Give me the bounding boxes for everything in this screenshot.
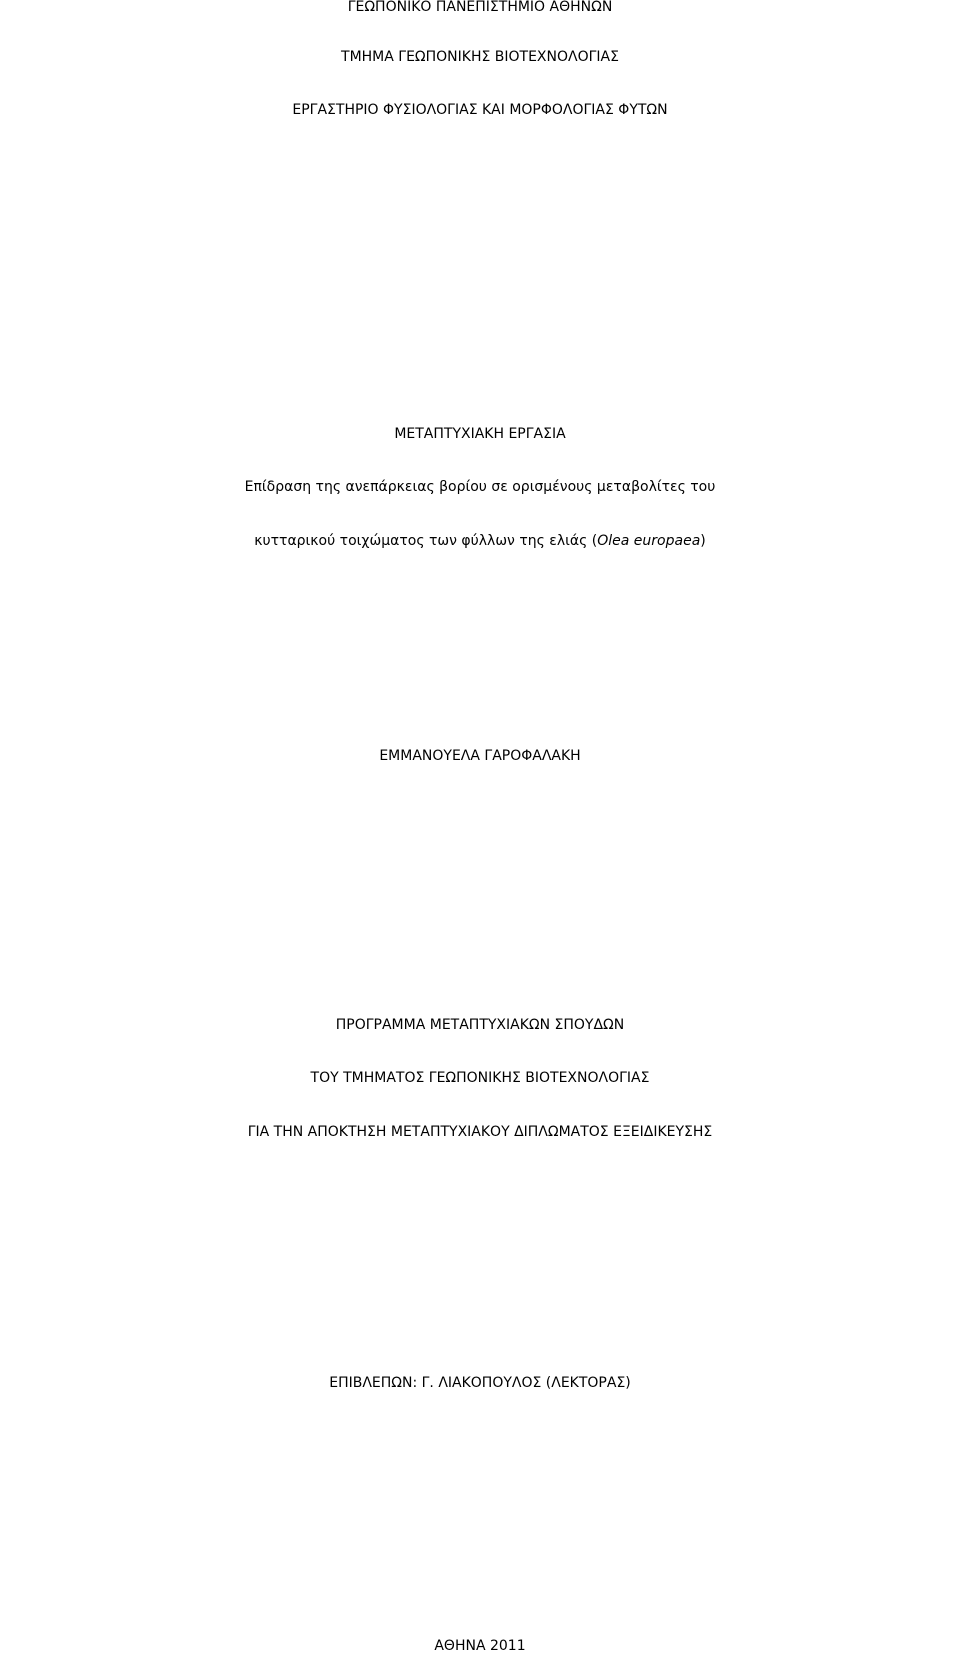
program-line-1: ΠΡΟΓΡΑΜΜΑ ΜΕΤΑΠΤΥΧΙΑΚΩΝ ΣΠΟΥΔΩΝ bbox=[335, 1017, 625, 1033]
author-name: ΕΜΜΑΝΟΥΕΛΑ ΓΑΡΟΦΑΛΑΚΗ bbox=[379, 748, 581, 764]
thesis-type: ΜΕΤΑΠΤΥΧΙΑΚΗ ΕΡΓΑΣΙΑ bbox=[394, 426, 566, 442]
program-line-3: ΓΙΑ ΤΗΝ ΑΠΟΚΤΗΣΗ ΜΕΤΑΠΤΥΧΙΑΚΟΥ ΔΙΠΛΩΜΑΤΟΣ ΕΞΕΙΔΙΚΕΥΣΗΣ bbox=[247, 1124, 713, 1140]
thesis-title-line-2-suffix: ) bbox=[700, 533, 706, 549]
thesis-title-line-2-prefix: κυτταρικού τοιχώματος των φύλλων της ελιάς ( bbox=[254, 533, 598, 549]
program-line-2: ΤΟΥ ΤΜΗΜΑΤΟΣ ΓΕΩΠΟΝΙΚΗΣ ΒΙΟΤΕΧΝΟΛΟΓΙΑΣ bbox=[310, 1070, 650, 1086]
thesis-title-line-1: Επίδραση της ανεπάρκειας βορίου σε ορισμένους μεταβολίτες του bbox=[244, 479, 716, 495]
laboratory-name: ΕΡΓΑΣΤΗΡΙΟ ΦΥΣΙΟΛΟΓΙΑΣ ΚΑΙ ΜΟΡΦΟΛΟΓΙΑΣ ΦΥΤΩΝ bbox=[292, 102, 668, 118]
place-year: ΑΘΗΝΑ 2011 bbox=[434, 1638, 526, 1654]
thesis-title-line-2 bbox=[0, 534, 960, 548]
species-name: Olea europaea bbox=[597, 533, 701, 549]
supervisor-line: ΕΠΙΒΛΕΠΩΝ: Γ. ΛΙΑΚΟΠΟΥΛΟΣ (ΛΕΚΤΟΡΑΣ) bbox=[329, 1375, 631, 1391]
department-name: ΤΜΗΜΑ ΓΕΩΠΟΝΙΚΗΣ ΒΙΟΤΕΧΝΟΛΟΓΙΑΣ bbox=[341, 49, 619, 65]
university-name: ΓΕΩΠΟΝΙΚΟ ΠΑΝΕΠΙΣΤΗΜΙΟ ΑΘΗΝΩΝ bbox=[347, 0, 613, 15]
